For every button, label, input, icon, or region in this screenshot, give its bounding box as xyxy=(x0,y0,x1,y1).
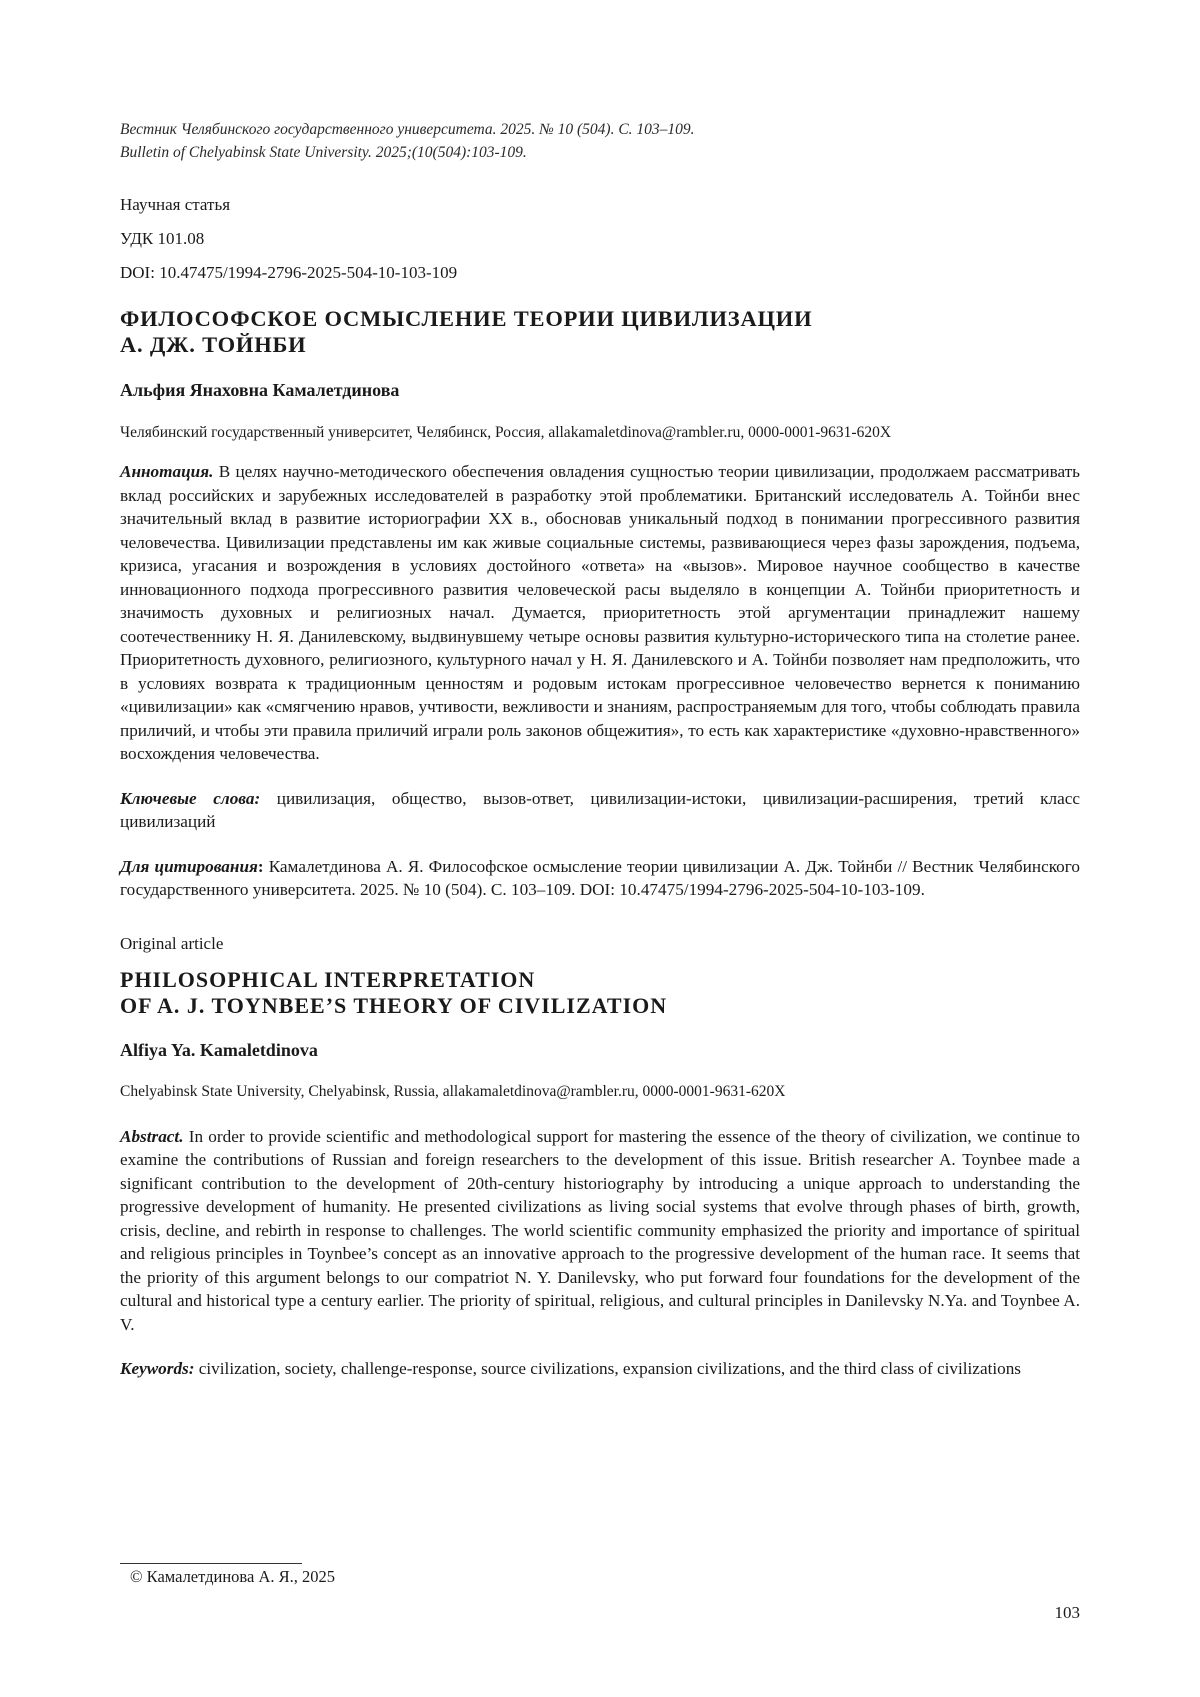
article-type-ru: Научная статья xyxy=(120,195,231,214)
citation-label: Для цитирования xyxy=(120,856,258,876)
doi: DOI: 10.47475/1994-2796-2025-504-10-103-109 xyxy=(120,263,458,282)
keywords-en xyxy=(120,1357,1080,1381)
keywords-ru xyxy=(120,787,1080,834)
title-ru-line-2: А. ДЖ. ТОЙНБИ xyxy=(120,332,307,357)
keywords-en-label: Keywords: xyxy=(120,1359,195,1378)
keywords-en-text: civilization, society, challenge-response, source civilizations, expansion civilizations, and the third class of civilizations xyxy=(194,1359,1021,1378)
title-ru xyxy=(120,306,1080,358)
annotation-ru xyxy=(120,460,1080,766)
affiliation-ru: Челябинский государственный университет, Челябинск, Россия, allakamaletdinova@rambler.ru, 0000-0001-9631-620X xyxy=(120,424,892,441)
author-ru: Альфия Янаховна Камалетдинова xyxy=(120,380,400,400)
annotation-label: Аннотация. xyxy=(120,462,214,481)
udc-code: УДК 101.08 xyxy=(120,229,205,248)
journal-citation-ru: Вестник Челябинского государственного университета. 2025. № 10 (504). С. 103–109. xyxy=(120,121,695,138)
article-type-en: Original article xyxy=(120,933,224,953)
citation-colon: : xyxy=(257,856,264,876)
title-ru-line-1: ФИЛОСОФСКОЕ ОСМЫСЛЕНИЕ ТЕОРИИ ЦИВИЛИЗАЦИИ xyxy=(120,306,813,331)
keywords-ru-text: цивилизация, общество, вызов-ответ, цивилизации-истоки, цивилизации-расширения, третий класс цивилизаций xyxy=(120,788,1080,831)
citation-ru xyxy=(120,855,1080,902)
keywords-ru-label: Ключевые слова: xyxy=(120,788,261,808)
annotation-text: В целях научно-методического обеспечения овладения сущностью теории цивилизации, продолжаем рассматривать вклад российских и зарубежных исследователей в разработку этой проблематики. Британский исследователь А. Тойнби внес значительный вклад в развитие историографии XX в., обосновав уникальный подход в понимании прогрессивного развития человечества. Цивилизации представлены им как живые социальные системы, развивающиеся через фазы зарождения, подъема, кризиса, угасания и возрождения в условиях достойного «ответа» на «вызов». Мировое научное сообщество в качестве инновационного подхода прогрессивного развития человеческой расы выделяло в концепции А. Тойнби приоритетность и значимость духовных и религиозных начал. Думается, приоритетность этой аргументации принадлежит нашему соотечественнику Н. Я. Данилевскому, выдвинувшему четыре основы развития культурно-исторического типа на столетие ранее. Приоритетность духовного, религиозного, культурного начал у Н. Я. Данилевского и А. Тойнби позволяет нам предположить, что в условиях возврата к традиционным ценностям и родовым истокам прогрессивное человечество вернется к пониманию «цивилизации» как «смягчению нравов, учтивости, вежливости и знаниям, распространяемым для того, чтобы соблюдать правила приличий, и чтобы эти правила приличий играли роль законов общежития», то есть как характеристике «духовно-нравственного» восхождения человечества. xyxy=(120,462,1080,763)
article-first-page xyxy=(120,118,1080,1381)
journal-citation-en: Bulletin of Chelyabinsk State University. 2025;(10(504):103-109. xyxy=(120,144,527,161)
citation-text: Камалетдинова А. Я. Философское осмысление теории цивилизации А. Дж. Тойнби // Вестник Челябинского государственного университета. 2025. № 10 (504). С. 103–109. DOI: 10.47475/1994-2796-2025-504-10-103-109. xyxy=(120,856,1080,899)
title-en-line-2: OF A. J. TOYNBEE’S THEORY OF CIVILIZATION xyxy=(120,992,668,1018)
author-en: Alfiya Ya. Kamaletdinova xyxy=(120,1039,318,1060)
footnote-divider xyxy=(120,1563,302,1564)
page-number: 103 xyxy=(1054,1603,1080,1622)
affiliation-en: Chelyabinsk State University, Chelyabinsk, Russia, allakamaletdinova@rambler.ru, 0000-0001-9631-620X xyxy=(120,1082,786,1100)
abstract-label: Abstract. xyxy=(120,1126,184,1146)
title-en xyxy=(120,967,1080,1019)
title-en-line-1: PHILOSOPHICAL INTERPRETATION xyxy=(120,966,536,992)
abstract-text: In order to provide scientific and methodological support for mastering the essence of the theory of civilization, we continue to examine the contributions of Russian and foreign researchers to the development of this issue. British researcher A. Toynbee made a significant contribution to the development of 20th-century historiography by introducing a unique approach to understanding the progressive development of humanity. He presented civilizations as living social systems that evolve through phases of birth, growth, crisis, decline, and rebirth in response to challenges. The world scientific community emphasized the priority and importance of spiritual and religious principles in Toynbee’s concept as an innovative approach to the progressive development of the human race. It seems that the priority of this argument belongs to our compatriot N. Y. Danilevsky, who put forward four foundations for the development of the cultural and historical type a century earlier. The priority of spiritual, religious, and cultural principles in Danilevsky N.Ya. and Toynbee A. V. xyxy=(120,1126,1080,1334)
copyright-footnote: © Камалетдинова А. Я., 2025 xyxy=(130,1567,335,1586)
abstract-en xyxy=(120,1125,1080,1337)
